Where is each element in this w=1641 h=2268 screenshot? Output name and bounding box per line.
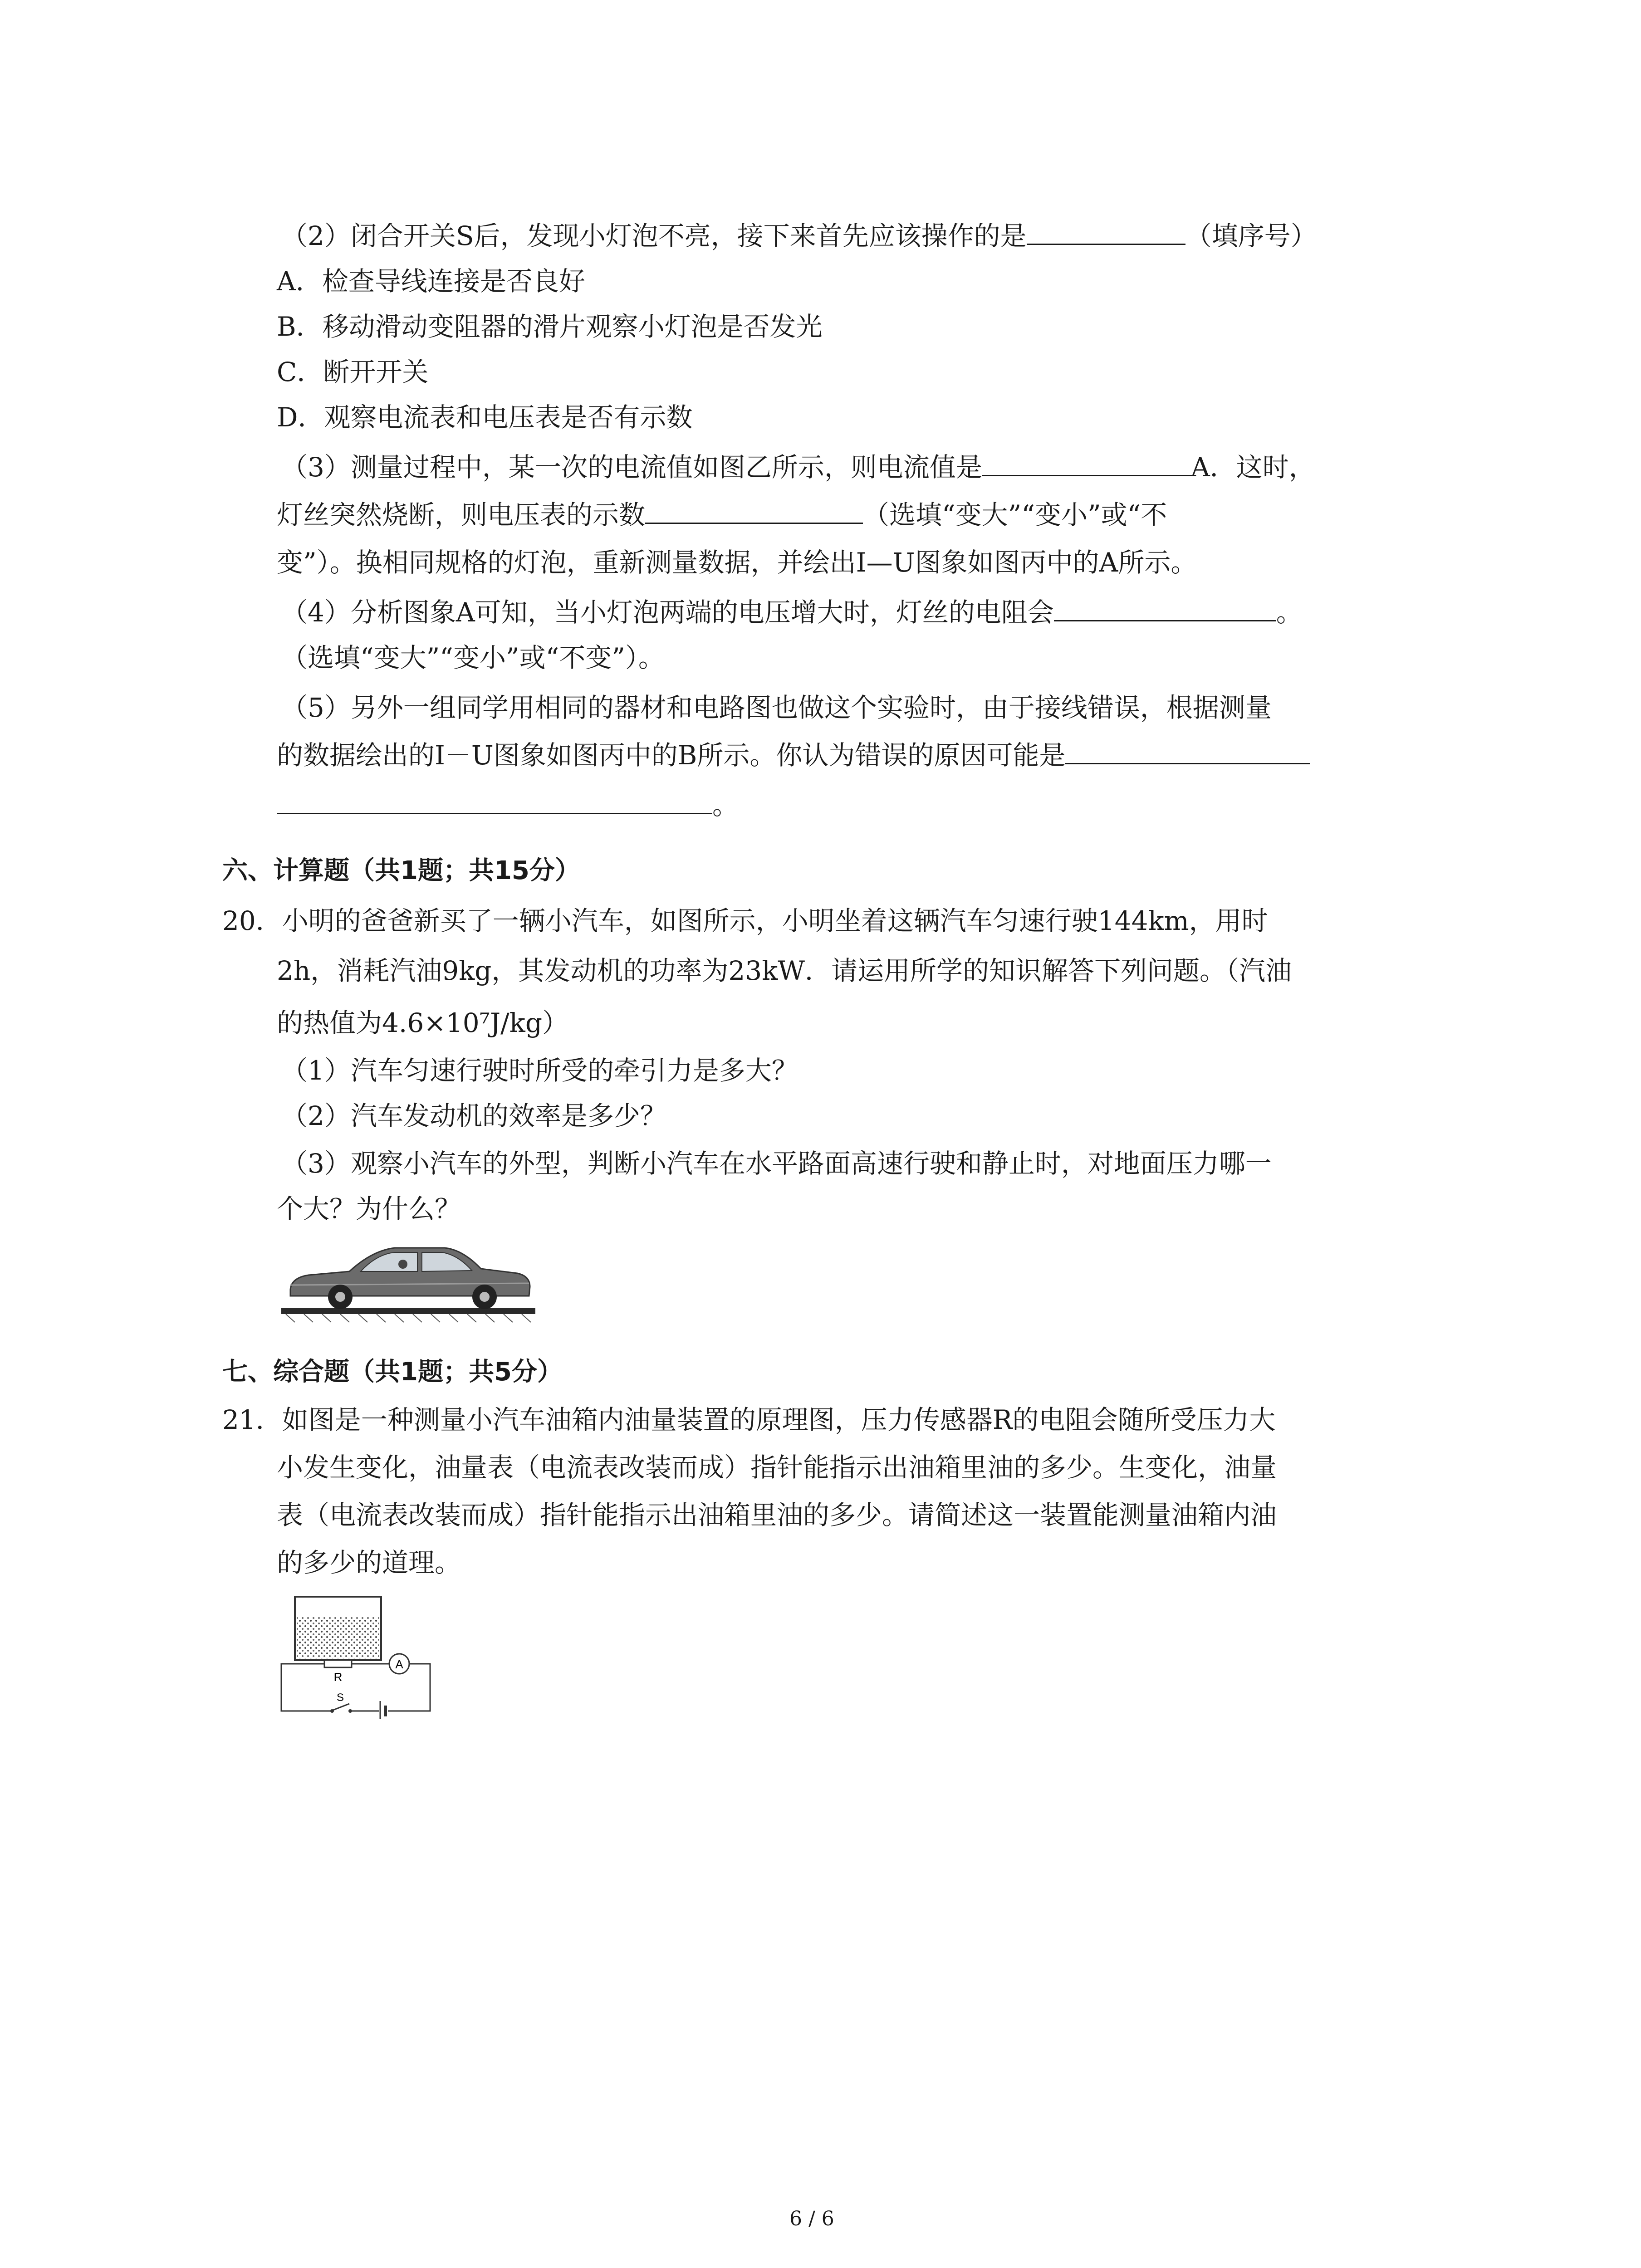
q19-part4-line2: （选填“变大”“变小”或“不变”）。 [281, 642, 665, 673]
battery-icon [380, 1701, 386, 1719]
q21-line1: 21．如图是一种测量小汽车油箱内油量装置的原理图，压力传感器R的电阻会随所受压力大 [222, 1404, 1276, 1435]
q19-part3-line3: 变”）。换相同规格的灯泡，重新测量数据，并绘出I—U图象如图丙中的A所示。 [277, 547, 1197, 578]
q19-part5-text: 的数据绘出的I－U图象如图丙中的B所示。你认为错误的原因可能是 [277, 740, 1066, 771]
q19-part3-line2 [277, 497, 1167, 533]
q19-part5-line2 [277, 737, 1310, 773]
section7-heading: 七、综合题（共1题；共5分） [222, 1357, 563, 1387]
ammeter-label: A [395, 1657, 403, 1671]
q19-part5-line3 [277, 787, 739, 823]
answer-blank[interactable] [982, 450, 1191, 476]
oil-tank [295, 1597, 381, 1660]
answer-blank[interactable] [1027, 218, 1185, 245]
switch-label: S [336, 1691, 344, 1704]
answer-blank[interactable] [1065, 738, 1310, 764]
pressure-sensor-resistor [324, 1660, 352, 1684]
car-figure [281, 1236, 535, 1327]
q19-part2 [281, 218, 1317, 254]
q19-part5-end: 。 [712, 790, 739, 821]
q20-line3: 的热值为4.6×10⁷J/kg） [277, 1007, 568, 1038]
q20-part1: （1）汽车匀速行驶时所受的牵引力是多大？ [281, 1055, 798, 1086]
q19-part2-text: （2）闭合开关S后，发现小灯泡不亮，接下来首先应该操作的是 [281, 220, 1027, 251]
q19-part4-end: 。 [1276, 597, 1303, 628]
answer-blank[interactable] [645, 497, 863, 524]
q20-part3-line2: 个大？为什么？ [277, 1193, 461, 1224]
q19-part3-choice: （选填“变大”“变小”或“不 [863, 499, 1167, 530]
oil-gauge-circuit-diagram [277, 1592, 440, 1719]
q20-part3-line1: （3）观察小汽车的外型，判断小汽车在水平路面高速行驶和静止时，对地面压力哪一 [281, 1148, 1272, 1179]
q19-part3-line1 [281, 449, 1315, 485]
q19-option-c: C．断开开关 [277, 357, 429, 387]
q19-part3-text2: 灯丝突然烧断，则电压表的示数 [277, 499, 646, 530]
q19-part3-unit: A．这时， [1190, 452, 1315, 483]
car-icon [281, 1248, 535, 1322]
q19-option-a: A．检查导线连接是否良好 [277, 266, 585, 297]
answer-blank[interactable] [1054, 595, 1276, 621]
q20-line1: 20．小明的爸爸新买了一辆小汽车，如图所示，小明坐着这辆汽车匀速行驶144km，用时 [222, 905, 1268, 936]
page-number: 6 / 6 [789, 2207, 834, 2230]
q19-part5-line1: （5）另外一组同学用相同的器材和电路图也做这个实验时，由于接线错误，根据测量 [281, 692, 1272, 723]
section6-heading: 六、计算题（共1题；共15分） [222, 856, 580, 885]
q21-line2: 小发生变化，油量表（电流表改装而成）指针能指示出油箱里油的多少。生变化，油量 [277, 1452, 1277, 1483]
switch-icon [330, 1691, 367, 1713]
ammeter-icon [389, 1654, 409, 1674]
q20-part2: （2）汽车发动机的效率是多少？ [281, 1100, 666, 1131]
q19-part3-text: （3）测量过程中，某一次的电流值如图乙所示，则电流值是 [281, 452, 982, 483]
q21-line4: 的多少的道理。 [277, 1547, 461, 1578]
q20-line2: 2h，消耗汽油9kg，其发动机的功率为23kW．请运用所学的知识解答下列问题。（汽油 [277, 955, 1292, 986]
answer-blank[interactable] [277, 787, 712, 814]
q19-part4-line1 [281, 594, 1303, 631]
q19-option-b: B．移动滑动变阻器的滑片观察小灯泡是否发光 [277, 311, 823, 342]
q19-part4-text: （4）分析图象A可知，当小灯泡两端的电压增大时，灯丝的电阻会 [281, 597, 1054, 628]
q19-option-d: D．观察电流表和电压表是否有示数 [277, 402, 693, 433]
q19-part2-suffix: （填序号） [1185, 220, 1317, 251]
q21-line3: 表（电流表改装而成）指针能指示出油箱里油的多少。请简述这一装置能测量油箱内油 [277, 1500, 1277, 1530]
resistor-label: R [333, 1670, 343, 1684]
